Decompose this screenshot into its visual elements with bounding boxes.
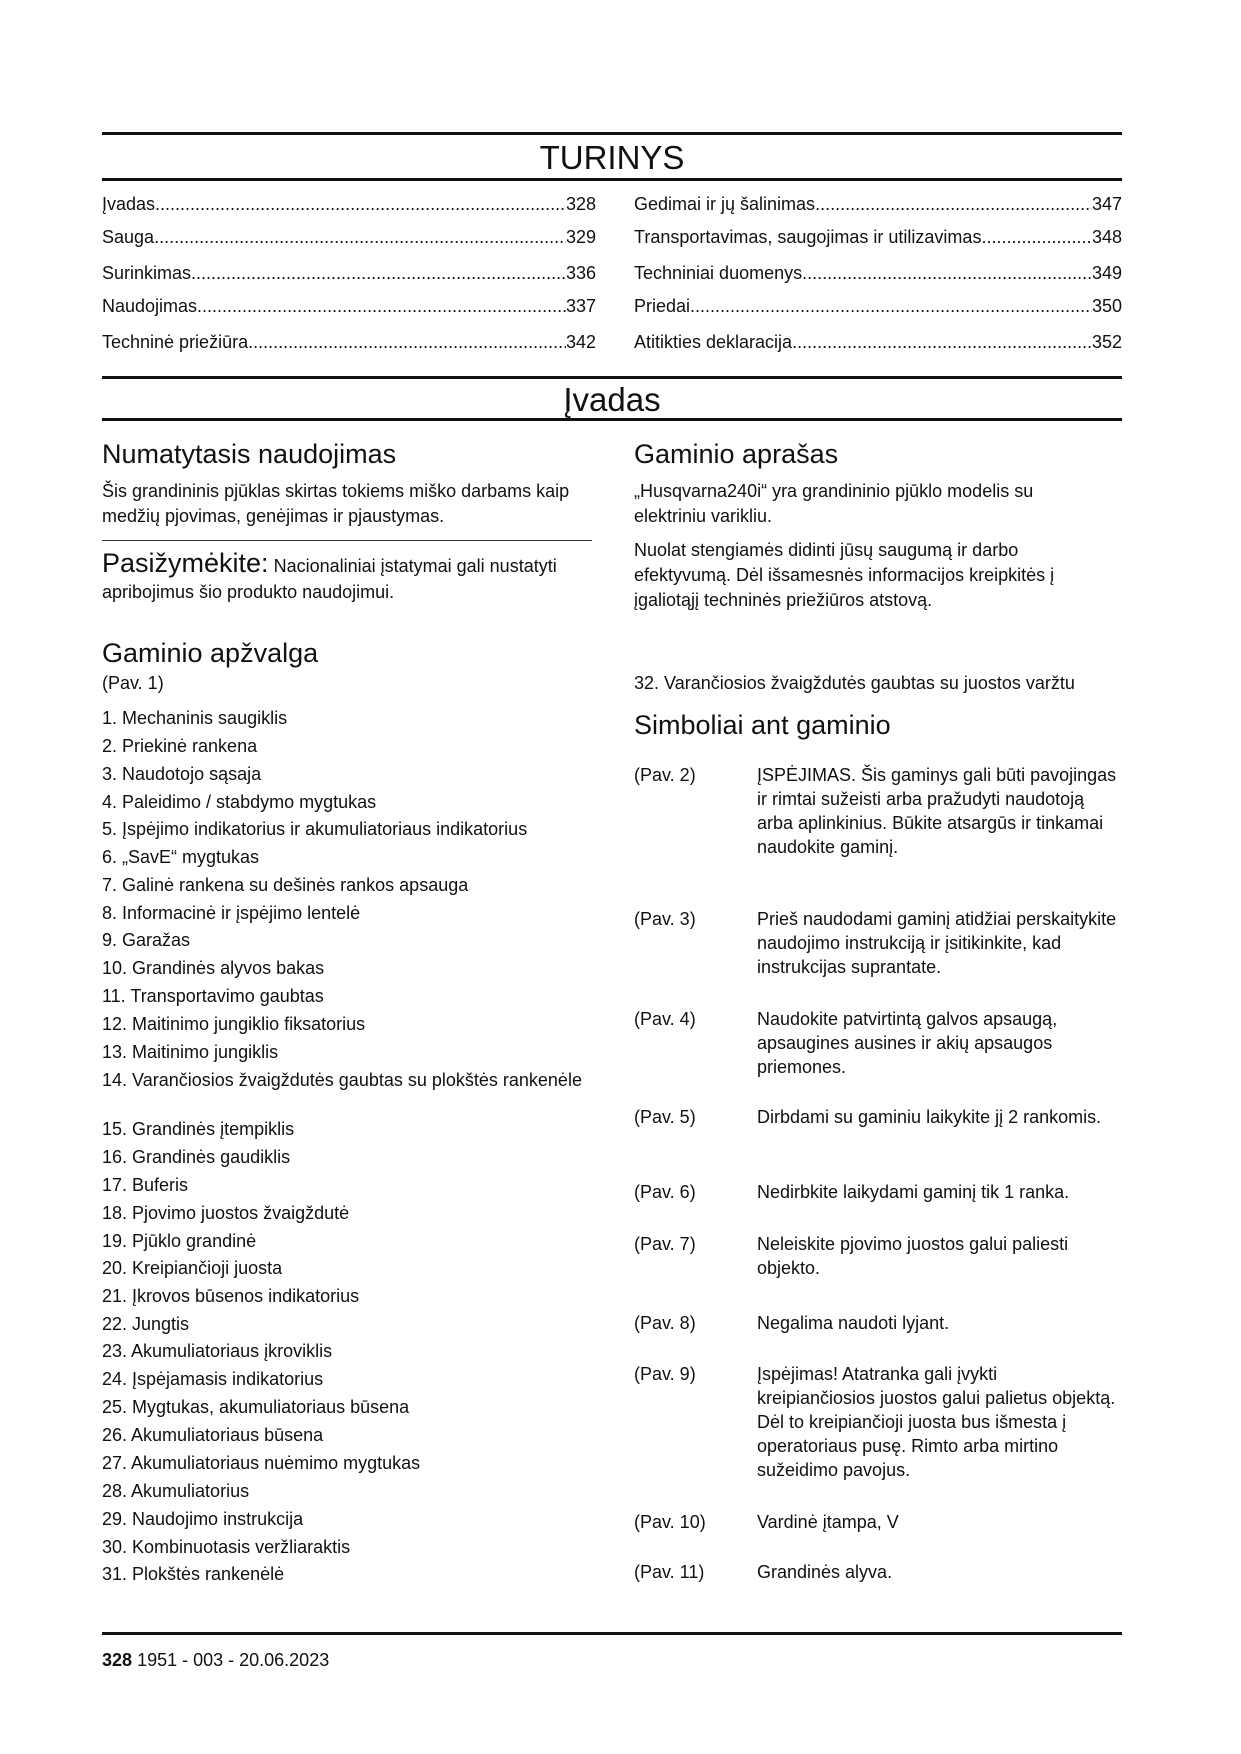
toc-entry[interactable]: Naudojimas ..... 337 (102, 294, 596, 318)
symbols-heading: Simboliai ant gaminio (634, 710, 891, 740)
toc-entry[interactable]: Įvadas ..... 328 (102, 192, 596, 216)
symbol-description: Grandinės alyva. (757, 1562, 893, 1582)
symbol-description: Negalima naudoti lyjant. (757, 1313, 950, 1333)
list-item: 17. Buferis (102, 1175, 189, 1195)
note-text: Nacionaliniai įstatymai gali nustatyti apribojimus šio produkto naudojimui. (102, 556, 557, 602)
list-item: 28. Akumuliatorius (102, 1481, 250, 1501)
list-item: 7. Galinė rankena su dešinės rankos apsauga (102, 875, 469, 895)
list-item: 26. Akumuliatoriaus būsena (102, 1425, 324, 1445)
list-item: 30. Kombinuotasis veržliaraktis (102, 1537, 351, 1557)
toc-entry[interactable]: Transportavimas, saugojimas ir utilizavimas ..... 348 (634, 225, 1122, 249)
list-item: 22. Jungtis (102, 1314, 190, 1334)
symbol-fig-ref: (Pav. 7) (634, 1234, 696, 1254)
list-item: 11. Transportavimo gaubtas (102, 986, 324, 1006)
list-item: 13. Maitinimo jungiklis (102, 1042, 279, 1062)
section-title: Įvadas (563, 381, 661, 418)
footer-page: 328 (102, 1650, 133, 1670)
note-title: Pasižymėkite: (102, 548, 269, 578)
symbol-fig-ref: (Pav. 4) (634, 1009, 696, 1029)
footer-doc: 1951 - 003 - 20.06.2023 (137, 1650, 330, 1670)
toc-bottom-title-rule (102, 178, 1122, 181)
list-item: 18. Pjovimo juostos žvaigždutė (102, 1203, 350, 1223)
list-item: 29. Naudojimo instrukcija (102, 1509, 304, 1529)
toc-entry[interactable]: Surinkimas ..... 336 (102, 261, 596, 285)
description-p1: „Husqvarna240i“ yra grandininio pjūklo modelis su elektriniu varikliu. (634, 481, 1034, 526)
symbol-description: Naudokite patvirtintą galvos apsaugą, apsaugines ausines ir akių apsaugos priemones. (757, 1009, 1058, 1077)
toc-entry[interactable]: Gedimai ir jų šalinimas ..... 347 (634, 192, 1122, 216)
symbol-description: Nedirbkite laikydami gaminį tik 1 ranka. (757, 1182, 1070, 1202)
list-item: 19. Pjūklo grandinė (102, 1231, 257, 1251)
toc-entry[interactable]: Sauga ..... 329 (102, 225, 596, 249)
list-item: 12. Maitinimo jungiklio fiksatorius (102, 1014, 366, 1034)
symbol-fig-ref: (Pav. 11) (634, 1562, 705, 1582)
list-item: 3. Naudotojo sąsaja (102, 764, 262, 784)
list-item: 14. Varančiosios žvaigždutės gaubtas su plokštės rankenėle (102, 1070, 582, 1090)
toc-entry[interactable]: Atitikties deklaracija ..... 352 (634, 330, 1122, 354)
list-item: 27. Akumuliatoriaus nuėmimo mygtukas (102, 1453, 421, 1473)
section-top-rule (102, 376, 1122, 379)
symbol-fig-ref: (Pav. 5) (634, 1107, 696, 1127)
symbol-fig-ref: (Pav. 10) (634, 1512, 706, 1532)
list-item: 10. Grandinės alyvos bakas (102, 958, 325, 978)
description-heading: Gaminio aprašas (634, 439, 839, 469)
list-item: 8. Informacinė ir įspėjimo lentelė (102, 903, 361, 923)
toc-entry[interactable]: Priedai ..... 350 (634, 294, 1122, 318)
footer (102, 1650, 329, 1671)
list-item: 1. Mechaninis saugiklis (102, 708, 288, 728)
description-p2: Nuolat stengiamės didinti jūsų saugumą ir darbo efektyvumą. Dėl išsamesnės informacijos kreipkitės į įgaliotąjį techninės priežiūros atstovą. (634, 540, 1055, 610)
list-item: 6. „SavE“ mygtukas (102, 847, 260, 867)
list-item: 5. Įspėjimo indikatorius ir akumuliatoriaus indikatorius (102, 819, 528, 839)
list-item: 9. Garažas (102, 930, 191, 950)
list-item: 25. Mygtukas, akumuliatoriaus būsena (102, 1397, 410, 1417)
list-item: 20. Kreipiančioji juosta (102, 1258, 283, 1278)
list-item: 31. Plokštės rankenėlė (102, 1564, 285, 1584)
symbol-fig-ref: (Pav. 6) (634, 1182, 696, 1202)
symbol-description: Prieš naudodami gaminį atidžiai perskaitykite naudojimo instrukciją ir įsitikinkite, kad instrukcijas suprantate. (757, 909, 1117, 977)
list-item: 15. Grandinės įtempiklis (102, 1119, 295, 1139)
overview-item-32: 32. Varančiosios žvaigždutės gaubtas su juostos varžtu (634, 673, 1075, 693)
symbol-description: Dirbdami su gaminiu laikykite jį 2 rankomis. (757, 1107, 1102, 1127)
symbol-fig-ref: (Pav. 9) (634, 1364, 696, 1384)
toc-title: TURINYS (539, 139, 685, 176)
intended-use-text: Šis grandininis pjūklas skirtas tokiems miško darbams kaip medžių pjovimas, genėjimas ir pjaustymas. (102, 481, 570, 526)
list-item: 23. Akumuliatoriaus įkroviklis (102, 1341, 333, 1361)
toc-entry[interactable]: Techninė priežiūra ..... 342 (102, 330, 596, 354)
symbol-description: Vardinė įtampa, V (757, 1512, 899, 1532)
list-item: 16. Grandinės gaudiklis (102, 1147, 291, 1167)
note (102, 550, 594, 605)
symbol-description: ĮSPĖJIMAS. Šis gaminys gali būti pavojingas ir rimtai sužeisti arba pražudyti naudotoją arba aplinkinius. Būkite atsargūs ir tinkamai naudokite gaminį. (757, 765, 1117, 857)
section-bottom-rule (102, 418, 1122, 421)
list-item: 2. Priekinė rankena (102, 736, 258, 756)
footer-rule (102, 1632, 1122, 1635)
symbol-fig-ref: (Pav. 8) (634, 1313, 696, 1333)
symbol-description: Įspėjimas! Atatranka gali įvykti kreipiančiosios juostos galui palietus objektą. Dėl to kreipiančioji juosta bus išmesta į operatoriaus pusę. Rimto arba mirtino sužeidimo pavojus. (757, 1364, 1116, 1480)
list-item: 21. Įkrovos būsenos indikatorius (102, 1286, 360, 1306)
symbol-fig-ref: (Pav. 2) (634, 765, 696, 785)
list-item: 24. Įspėjamasis indikatorius (102, 1369, 324, 1389)
note-divider (102, 540, 592, 541)
symbol-fig-ref: (Pav. 3) (634, 909, 696, 929)
symbol-description: Neleiskite pjovimo juostos galui paliesti objekto. (757, 1234, 1069, 1278)
overview-heading: Gaminio apžvalga (102, 638, 319, 668)
intended-use-heading: Numatytasis naudojimas (102, 439, 397, 469)
overview-fig-ref: (Pav. 1) (102, 673, 164, 693)
toc-top-rule (102, 132, 1122, 135)
list-item: 4. Paleidimo / stabdymo mygtukas (102, 792, 377, 812)
toc-entry[interactable]: Techniniai duomenys ..... 349 (634, 261, 1122, 285)
